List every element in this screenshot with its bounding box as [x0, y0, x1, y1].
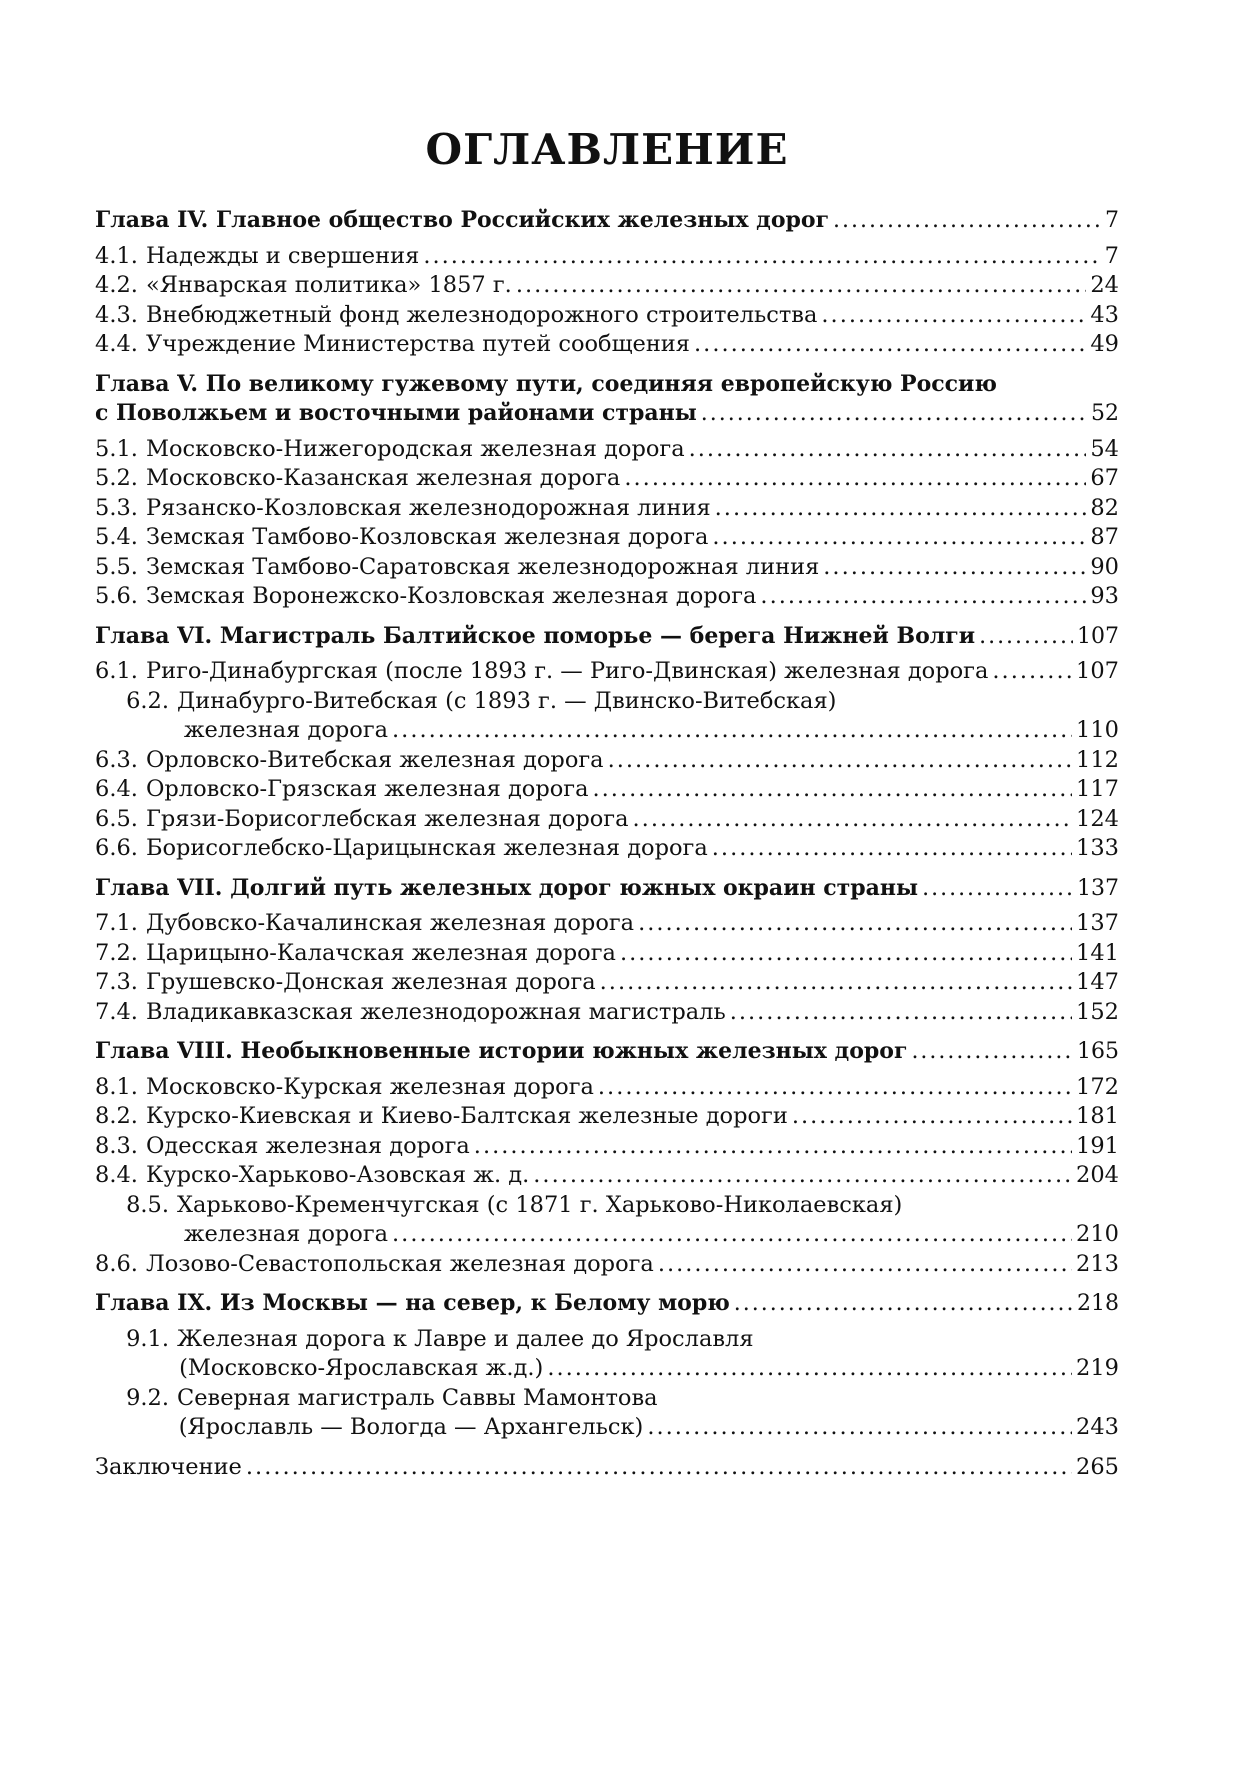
- section-list: [95, 909, 1119, 1027]
- toc-chapter: [95, 206, 1119, 360]
- section-title: Железная дорога к Лавре и далее до Ярославля: [177, 1325, 754, 1352]
- chapter-title: с Поволжьем и восточными районами страны: [95, 400, 697, 426]
- section-title: Лозово-Севастопольская железная дорога: [145, 1250, 654, 1277]
- section-number: 7.1.: [95, 910, 138, 936]
- section-number: 7.3.: [95, 969, 138, 995]
- toc-section-item[interactable]: [95, 242, 1119, 272]
- toc-section-item[interactable]: [95, 301, 1119, 331]
- section-title: Земская Тамбово-Козловская железная дорога: [145, 524, 709, 550]
- dot-leader: [658, 1250, 1072, 1280]
- section-number: 9.2.: [126, 1384, 169, 1411]
- dot-leader: [647, 1413, 1072, 1443]
- page-number: 117: [1076, 776, 1119, 802]
- toc-section-item[interactable]: [95, 553, 1119, 583]
- chapter-title: Глава VI. Магистраль Балтийское поморье — берега Нижней Волги: [95, 622, 976, 649]
- dot-leader: [516, 271, 1087, 301]
- toc-section-item[interactable]: [95, 1413, 1119, 1443]
- section-title: Московско-Казанская железная дорога: [145, 465, 621, 491]
- chapter-title: Глава VIII. Необыкновенные истории южных железных дорог: [95, 1038, 908, 1064]
- page-number: 82: [1090, 494, 1119, 521]
- page-number: 112: [1076, 746, 1119, 773]
- section-title: Грязи-Борисоглебская железная дорога: [145, 805, 629, 832]
- table-of-contents: [95, 206, 1119, 1443]
- dot-leader: [423, 242, 1100, 272]
- section-title: Надежды и свершения: [145, 242, 420, 269]
- page-number: 107: [1076, 658, 1119, 684]
- dot-leader: [638, 909, 1072, 939]
- dot-leader: [730, 998, 1072, 1028]
- section-title: Риго-Динабургская (после 1893 г. — Риго-Двинская) железная дорога: [145, 658, 989, 684]
- dot-leader: [593, 775, 1073, 805]
- section-title: Орловско-Грязская железная дорога: [145, 776, 589, 802]
- toc-section-item[interactable]: [95, 968, 1119, 998]
- toc-chapter: [95, 1289, 1119, 1443]
- dot-leader: [979, 622, 1073, 652]
- toc-chapter: [95, 1037, 1119, 1279]
- section-title: Владикавказская железнодорожная магистраль: [145, 998, 726, 1025]
- chapter-title: Глава IV. Главное общество Российских железных дорог: [95, 207, 830, 233]
- chapter-title: Глава IX. Из Москвы — на север, к Белому морю: [95, 1290, 730, 1316]
- page-number: 165: [1077, 1039, 1119, 1064]
- dot-leader: [694, 330, 1086, 360]
- section-number: 7.2.: [95, 939, 138, 966]
- toc-section-item[interactable]: [95, 775, 1119, 805]
- toc-section-item[interactable]: [95, 330, 1119, 360]
- dot-leader: [608, 746, 1072, 776]
- toc-chapter: [95, 370, 1119, 612]
- section-title: железная дорога: [183, 1221, 389, 1247]
- page-number: 90: [1090, 553, 1119, 580]
- page-number: 152: [1076, 998, 1119, 1025]
- section-number: 6.3.: [95, 746, 138, 773]
- chapter-heading[interactable]: [95, 206, 1119, 236]
- page-number: 243: [1076, 1414, 1119, 1440]
- toc-section-item[interactable]: [95, 1325, 1119, 1355]
- dot-leader: [792, 1102, 1072, 1132]
- section-number: 8.1.: [95, 1073, 138, 1100]
- dot-leader: [689, 435, 1087, 465]
- section-title: Земская Воронежско-Козловская железная дорога: [145, 583, 757, 609]
- section-number: 5.2.: [95, 465, 138, 491]
- page-number: 124: [1076, 805, 1119, 832]
- section-title: Орловско-Витебская железная дорога: [145, 746, 604, 773]
- section-title: Дубовско-Качалинская железная дорога: [145, 910, 635, 936]
- chapter-heading[interactable]: [95, 622, 1119, 652]
- toc-section-item[interactable]: [95, 582, 1119, 612]
- section-title: Курско-Киевская и Киево-Балтская железные дороги: [145, 1103, 788, 1129]
- toc-section-item[interactable]: [95, 271, 1119, 301]
- section-number: 4.2.: [95, 272, 138, 298]
- dot-leader: [392, 1220, 1072, 1250]
- toc-section-item[interactable]: [95, 1250, 1119, 1280]
- dot-leader: [547, 1354, 1072, 1384]
- chapter-title: Глава V. По великому гужевому пути, соединяя европейскую Россию: [95, 370, 997, 397]
- page-number: 204: [1076, 1162, 1119, 1188]
- dot-leader: [833, 206, 1101, 236]
- dot-leader: [712, 523, 1086, 553]
- toc-section-item[interactable]: [95, 834, 1119, 864]
- toc-section-item[interactable]: [95, 1384, 1119, 1414]
- section-number: 8.3.: [95, 1132, 138, 1159]
- section-title: (Ярославль — Вологда — Архангельск): [178, 1414, 644, 1440]
- chapter-heading[interactable]: [95, 874, 1119, 904]
- section-number: 4.1.: [95, 242, 138, 269]
- section-number: 5.1.: [95, 435, 138, 462]
- toc-section-item[interactable]: [95, 1132, 1119, 1162]
- page-number: 141: [1076, 939, 1119, 966]
- dot-leader: [712, 834, 1072, 864]
- section-title: Динабурго-Витебская (с 1893 г. — Двинско-Витебская): [177, 687, 837, 714]
- section-list: [95, 657, 1119, 864]
- dot-leader: [600, 968, 1072, 998]
- dot-leader: [734, 1289, 1073, 1319]
- dot-leader: [922, 874, 1073, 904]
- section-title: Московско-Курская железная дорога: [145, 1073, 594, 1100]
- section-title: «Январская политика» 1857 г.: [145, 272, 512, 298]
- chapter-heading[interactable]: [95, 1037, 1119, 1067]
- toc-section-item[interactable]: [95, 1102, 1119, 1132]
- dot-leader: [992, 657, 1072, 687]
- toc-section-item[interactable]: [95, 746, 1119, 776]
- page-number: 172: [1076, 1073, 1119, 1100]
- section-number: 6.4.: [95, 776, 138, 802]
- section-title: Харьково-Кременчугская (с 1871 г. Харьково-Николаевская): [177, 1191, 903, 1218]
- section-title: железная дорога: [183, 717, 389, 743]
- section-number: 5.4.: [95, 524, 138, 550]
- page-number: 93: [1090, 583, 1119, 609]
- toc-section-item[interactable]: [95, 687, 1119, 717]
- dot-leader: [598, 1073, 1072, 1103]
- chapter-title: Глава VII. Долгий путь железных дорог южных окраин страны: [95, 874, 919, 901]
- section-number: 4.3.: [95, 301, 138, 328]
- section-title: Грушевско-Донская железная дорога: [145, 969, 596, 995]
- page-number: 49: [1090, 331, 1119, 357]
- section-title: Одесская железная дорога: [145, 1132, 470, 1159]
- page-number: 213: [1076, 1250, 1119, 1277]
- toc-section-item[interactable]: [95, 1161, 1119, 1191]
- page-number: 43: [1090, 301, 1119, 328]
- toc-section-item[interactable]: [95, 716, 1119, 746]
- dot-leader: [821, 301, 1086, 331]
- dot-leader: [760, 582, 1086, 612]
- dot-leader: [633, 805, 1073, 835]
- toc-conclusion[interactable]: [95, 1453, 1119, 1483]
- section-number: 8.6.: [95, 1250, 138, 1277]
- toc-section-item[interactable]: [95, 1354, 1119, 1384]
- page-number: 210: [1076, 1221, 1119, 1247]
- section-list: [95, 1073, 1119, 1280]
- dot-leader: [624, 464, 1086, 494]
- section-number: 8.2.: [95, 1103, 138, 1129]
- toc-section-item[interactable]: [95, 435, 1119, 465]
- page-number: 137: [1077, 875, 1119, 901]
- section-number: 5.6.: [95, 583, 138, 609]
- page-title: ОГЛАВЛЕНИЕ: [425, 125, 789, 174]
- section-list: [95, 435, 1119, 612]
- section-number: 4.4.: [95, 331, 138, 357]
- dot-leader: [533, 1161, 1072, 1191]
- page-number: 137: [1076, 910, 1119, 936]
- page-number: 133: [1076, 835, 1119, 861]
- page-number: 191: [1076, 1132, 1119, 1159]
- section-number: 5.5.: [95, 553, 138, 580]
- page-number: 52: [1091, 401, 1119, 426]
- dot-leader: [620, 939, 1072, 969]
- page-number: 265: [1076, 1453, 1119, 1480]
- toc-section-item[interactable]: [95, 657, 1119, 687]
- toc-section-item[interactable]: [95, 909, 1119, 939]
- page-number: 218: [1077, 1291, 1119, 1316]
- dot-leader: [246, 1453, 1072, 1483]
- page-number: 147: [1076, 969, 1119, 995]
- chapter-heading[interactable]: [95, 1289, 1119, 1319]
- section-title: Московско-Нижегородская железная дорога: [145, 435, 685, 462]
- toc-section-item[interactable]: [95, 1220, 1119, 1250]
- toc-section-item[interactable]: [95, 939, 1119, 969]
- dot-leader: [715, 494, 1087, 524]
- toc-chapter: [95, 874, 1119, 1028]
- dot-leader: [474, 1132, 1072, 1162]
- section-number: 5.3.: [95, 494, 138, 521]
- section-number: 6.1.: [95, 658, 138, 684]
- toc-section-item[interactable]: [95, 805, 1119, 835]
- section-title: Северная магистраль Саввы Мамонтова: [177, 1384, 658, 1411]
- section-number: 6.6.: [95, 835, 138, 861]
- page-number: 181: [1076, 1103, 1119, 1129]
- toc-chapter: [95, 622, 1119, 864]
- section-number: 8.5.: [126, 1191, 169, 1218]
- page-number: 7: [1105, 208, 1119, 233]
- page-number: 7: [1104, 242, 1119, 269]
- section-title: Курско-Харьково-Азовская ж. д.: [145, 1162, 530, 1188]
- section-list: [95, 1325, 1119, 1443]
- section-title: Земская Тамбово-Саратовская железнодорожная линия: [145, 553, 820, 580]
- toc-section-item[interactable]: [95, 998, 1119, 1028]
- section-title: Царицыно-Калачская железная дорога: [145, 939, 616, 966]
- section-title: Внебюджетный фонд железнодорожного строительства: [145, 301, 818, 328]
- toc-page: [95, 0, 1119, 1482]
- toc-section-item[interactable]: [95, 1073, 1119, 1103]
- page-number: 219: [1076, 1355, 1119, 1381]
- section-number: 7.4.: [95, 998, 138, 1025]
- section-number: 6.5.: [95, 805, 138, 832]
- page-number: 54: [1090, 435, 1119, 462]
- toc-section-item[interactable]: [95, 1191, 1119, 1221]
- section-title: Рязанско-Козловская железнодорожная линия: [145, 494, 711, 521]
- section-number: 9.1.: [126, 1325, 169, 1352]
- section-number: 8.4.: [95, 1162, 138, 1188]
- conclusion-label: Заключение: [95, 1453, 242, 1480]
- section-number: 6.2.: [126, 687, 169, 714]
- page-number: 24: [1090, 272, 1119, 298]
- dot-leader: [392, 716, 1072, 746]
- section-title: (Московско-Ярославская ж.д.): [179, 1355, 544, 1381]
- dot-leader: [823, 553, 1086, 583]
- page-number: 110: [1076, 717, 1119, 743]
- page-number: 87: [1090, 524, 1119, 550]
- chapter-heading[interactable]: [95, 399, 1119, 429]
- section-title: Борисоглебско-Царицынская железная дорога: [145, 835, 708, 861]
- section-list: [95, 242, 1119, 360]
- section-title: Учреждение Министерства путей сообщения: [145, 331, 691, 357]
- page-number: 107: [1077, 623, 1119, 649]
- toc-section-item[interactable]: [95, 523, 1119, 553]
- chapter-heading[interactable]: [95, 370, 1119, 400]
- dot-leader: [911, 1037, 1073, 1067]
- page-number: 67: [1090, 465, 1119, 491]
- toc-section-item[interactable]: [95, 494, 1119, 524]
- dot-leader: [701, 399, 1087, 429]
- toc-section-item[interactable]: [95, 464, 1119, 494]
